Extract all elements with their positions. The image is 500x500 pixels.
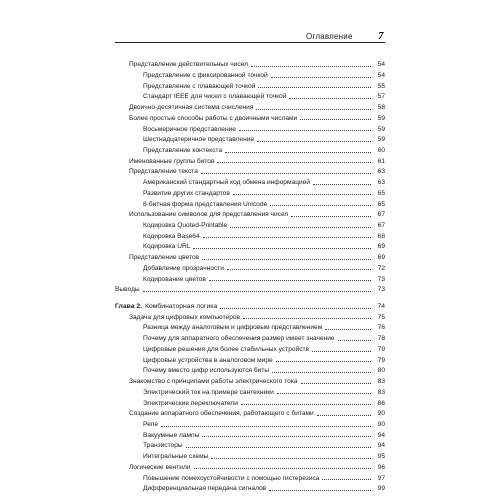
toc-entry: [115, 133, 385, 144]
toc-entry-title: Более простые способы работы с двоичными числами: [129, 114, 298, 122]
toc-entry: [115, 482, 385, 493]
dot-leader: [209, 280, 371, 281]
toc-page-number: 80: [377, 367, 385, 375]
dot-leader: [312, 351, 371, 352]
dot-leader: [338, 340, 371, 341]
dot-leader: [239, 130, 371, 131]
toc-entry-title: Почему вместо цифр используются биты: [143, 367, 270, 375]
toc-entry-title: Шестнадцатеричное представление: [143, 136, 255, 144]
dot-leader: [301, 383, 371, 384]
toc-entry: [115, 374, 385, 385]
toc-entry-title: Электрические переключатели: [143, 399, 238, 407]
dot-leader: [257, 141, 371, 142]
toc-entry: [115, 272, 385, 283]
toc-page-number: 58: [377, 104, 385, 112]
dot-leader: [211, 458, 371, 459]
toc-entry-title: Кодировка URL: [143, 243, 191, 251]
toc-entry-title: Логические вентили: [129, 463, 191, 471]
toc-entry: [115, 385, 385, 396]
dot-leader: [241, 404, 371, 405]
toc-entry-title: Почему для аппаратного обеспечения размер имеет значение: [143, 335, 335, 343]
toc-entry: [115, 218, 385, 229]
toc-page-number: 79: [377, 345, 385, 353]
toc-entry-title: Реле: [143, 420, 159, 428]
toc-entry: [115, 364, 385, 375]
toc-entry: [115, 154, 385, 165]
toc-entry-title: Представление цветов: [129, 254, 200, 262]
toc-page-number: 97: [377, 474, 385, 482]
chapter-label: Глава 2.: [115, 303, 143, 311]
dot-leader: [269, 490, 371, 491]
dot-leader: [220, 308, 371, 309]
dot-leader: [291, 216, 371, 217]
toc-page-number: 86: [377, 399, 385, 407]
toc-entry-title: Знакомство с принципами работы электрического тока: [129, 378, 298, 386]
dot-leader: [317, 415, 371, 416]
toc-page-number: 69: [377, 243, 385, 251]
toc-entry: [115, 250, 385, 261]
dot-leader: [322, 479, 371, 480]
toc-page-number: 65: [377, 200, 385, 208]
toc-page-number: 57: [377, 93, 385, 101]
toc-entry: [115, 449, 385, 460]
toc-page-number: 67: [377, 222, 385, 229]
toc-page-number: 73: [377, 275, 385, 283]
toc-entry-title: Стандарт IEEE для чисел с плавающей точкой: [143, 93, 287, 101]
toc-entry-title: [115, 303, 217, 310]
dot-leader: [271, 77, 371, 78]
toc-entry-title: Создание аппаратного обеспечения, работающего с битами: [129, 410, 314, 418]
toc-page-number: 74: [377, 303, 385, 311]
dot-leader: [201, 173, 371, 174]
toc-entry-title: Дифференциальная передача сигналов: [143, 485, 267, 493]
toc-page-number: 78: [377, 335, 385, 343]
toc-page-number: 54: [377, 71, 385, 79]
toc-page-number: 54: [377, 61, 385, 69]
toc-entry: [115, 407, 385, 418]
toc-entry: [115, 229, 385, 240]
toc-page-number: 73: [377, 286, 385, 294]
dot-leader: [233, 194, 371, 195]
toc-page-number: 67: [377, 211, 385, 219]
toc-entry: [115, 240, 385, 251]
dot-leader: [276, 361, 371, 362]
dot-leader: [243, 318, 371, 319]
toc-page-number: 60: [377, 146, 385, 154]
toc-entry-title: Представление с фиксированной точкой: [143, 71, 268, 79]
toc-entry-title: Электрический ток на примере сантехники: [143, 388, 274, 396]
toc-entry-title: Кодировка Base64: [143, 232, 200, 240]
toc-entry-title: Американский стандартный код обмена информацией: [143, 179, 311, 187]
toc-page-number: 90: [377, 410, 385, 418]
toc-entry: [115, 111, 385, 122]
toc-entry: [115, 353, 385, 364]
toc-entry: [115, 122, 385, 133]
toc-entry-title: Представление действительных чисел: [129, 61, 248, 69]
toc-page-number: 76: [377, 324, 385, 332]
dot-leader: [193, 248, 371, 249]
toc-page-number: 63: [377, 179, 385, 187]
toc-entry: [115, 143, 385, 154]
toc-page-number: 95: [377, 453, 385, 461]
toc-page-number: 83: [377, 388, 385, 396]
toc-entry-title: Выводы: [115, 286, 140, 294]
dot-leader: [227, 269, 371, 270]
dot-leader: [272, 372, 371, 373]
running-header-title: Оглавление: [306, 32, 353, 41]
toc-entry: [115, 165, 385, 176]
toc-entry-title: Представление контекста: [143, 146, 223, 154]
toc-entry-title: Кодировка Quoted-Printable: [143, 222, 228, 229]
dot-leader: [202, 259, 371, 260]
toc-entry-title: Развитие других стандартов: [143, 189, 230, 197]
dot-leader: [202, 436, 371, 437]
toc-entry: [115, 208, 385, 219]
toc-entry: [115, 321, 385, 332]
dot-leader: [289, 98, 371, 99]
toc-entry: [115, 460, 385, 471]
toc-page-number: 55: [377, 82, 385, 90]
dot-leader: [230, 227, 371, 228]
toc-page-number: 90: [377, 420, 385, 428]
toc-entry-title: Разница между аналоговым и цифровым представлением: [143, 324, 323, 332]
toc-entry-title: 8-битная форма представления Unicode: [143, 200, 268, 208]
toc-entry-title: Добавление прозрачности: [143, 264, 224, 272]
dot-leader: [251, 66, 371, 67]
toc-page-number: 65: [377, 189, 385, 197]
toc-entry: [115, 79, 385, 90]
dot-leader: [217, 162, 371, 163]
toc-page-number: 59: [377, 136, 385, 144]
dot-leader: [325, 329, 371, 330]
toc-entry-title: Двоично-десятичная система счисления: [129, 104, 254, 112]
toc-chapter-entry: [115, 299, 385, 310]
toc-entry-title: Интегральные схемы: [143, 453, 209, 461]
dot-leader: [258, 87, 371, 88]
toc-page-number: 83: [377, 378, 385, 386]
toc-page-number: 61: [377, 157, 385, 165]
toc-page-number: 94: [377, 442, 385, 450]
dot-leader: [225, 152, 371, 153]
toc-entry-title: Цифровые решения для более стабильных устройств: [143, 345, 310, 353]
toc-entry: [115, 471, 385, 482]
toc-entry: [115, 90, 385, 101]
toc-entry-title: Цифровые устройства в аналоговом мире: [143, 356, 273, 364]
toc-page-number: 69: [377, 254, 385, 262]
chapter-title: Комбинаторная логика: [145, 303, 218, 311]
toc-entry: [115, 396, 385, 407]
toc-entry-title: Вакуумные лампы: [143, 431, 200, 439]
toc-entry: [115, 186, 385, 197]
toc-entry: [115, 100, 385, 111]
toc-entry-title: Представление текста: [129, 168, 198, 176]
toc-entry: [115, 310, 385, 321]
toc-page-number: 63: [377, 168, 385, 176]
toc-entry: [115, 68, 385, 79]
toc-entry: [115, 261, 385, 272]
toc-page-number: 99: [377, 485, 385, 493]
toc-entry: [115, 428, 385, 439]
dot-leader: [194, 468, 371, 469]
dot-leader: [300, 119, 371, 120]
toc-entry: [115, 342, 385, 353]
toc-entry: [115, 439, 385, 450]
dot-leader: [143, 291, 371, 292]
toc-page-number: 79: [377, 356, 385, 364]
dot-leader: [270, 205, 371, 206]
dot-leader: [313, 184, 371, 185]
dot-leader: [277, 393, 371, 394]
toc-entry: [115, 417, 385, 428]
toc-page-number: 75: [377, 313, 385, 321]
page-number: 7: [378, 30, 384, 42]
toc-entry: [115, 175, 385, 186]
dot-leader: [256, 109, 371, 110]
table-of-contents: [115, 58, 385, 493]
toc-entry-title: Транзисторы: [143, 442, 183, 450]
toc-entry: [115, 58, 385, 69]
toc-entry-title: Именованные группы битов: [129, 157, 215, 165]
toc-entry: [115, 197, 385, 208]
toc-page-number: 72: [377, 264, 385, 272]
toc-entry-title: Задача для цифровых компьютеров: [129, 313, 241, 321]
toc-page-number: 59: [377, 125, 385, 133]
toc-entry-title: Повышение помехоустойчивости с помощью гистерезиса: [143, 474, 320, 482]
toc-page-number: 59: [377, 114, 385, 122]
dot-leader: [203, 237, 371, 238]
toc-entry-title: Представление с плавающей точкой: [143, 82, 256, 90]
toc-entry: [115, 331, 385, 342]
toc-page-number: 96: [377, 463, 385, 471]
toc-entry: [115, 283, 385, 294]
toc-entry-title: Кодирование цветов: [143, 275, 206, 283]
toc-page-number: 94: [377, 431, 385, 439]
toc-entry-title: Использование символов для представления чисел: [129, 211, 289, 219]
header-rule: [115, 42, 385, 43]
dot-leader: [161, 426, 371, 427]
dot-leader: [186, 447, 371, 448]
toc-entry-title: Восьмеричное представление: [143, 125, 236, 133]
toc-page-number: 68: [377, 232, 385, 240]
